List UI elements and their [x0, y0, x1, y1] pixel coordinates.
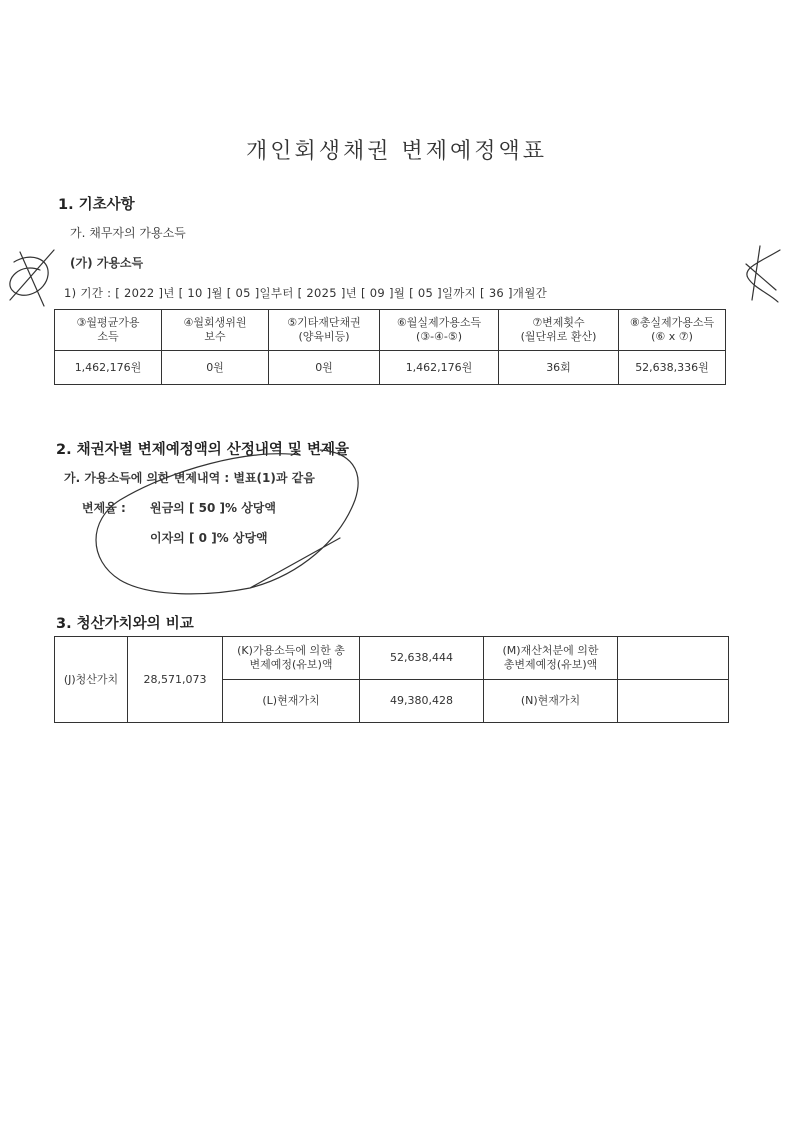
- period-m2: ]월 [: [388, 286, 414, 300]
- section2-sub-ga: 가. 가용소득에 의한 변제내역 : 별표(1)과 같음: [64, 471, 315, 485]
- header-line: ④월회생위원: [183, 316, 247, 329]
- period-start-month: 10: [187, 286, 203, 300]
- section1-sub-ga2: (가) 가용소득: [70, 256, 144, 270]
- period-prefix: 1) 기간 : [: [64, 286, 121, 300]
- income-table: [54, 309, 726, 385]
- section1-heading: 1. 기초사항: [58, 197, 135, 213]
- left-margin-scribble: [10, 250, 54, 306]
- header-cell: [269, 310, 380, 351]
- period-suffix: ]개월간: [508, 286, 548, 300]
- m-label-line: 총변제예정(유보)액: [503, 658, 598, 671]
- interest-rate-line: [150, 529, 268, 546]
- principal-prefix: 원금의 [: [150, 501, 195, 515]
- header-line: ⑤기타재단채권: [287, 316, 361, 329]
- period-d1: ]일부터 [: [254, 286, 303, 300]
- header-line: (③-④-⑤): [415, 330, 463, 343]
- header-cell: [55, 310, 162, 351]
- value-cell: 52,638,336원: [619, 351, 726, 385]
- header-line: ⑧총실제가용소득: [629, 316, 715, 329]
- principal-rate-line: [150, 499, 276, 516]
- period-months: 36: [488, 286, 505, 300]
- value-cell: 1,462,176원: [55, 351, 162, 385]
- value-cell: 36회: [499, 351, 619, 385]
- value-cell: 0원: [162, 351, 269, 385]
- section2-heading: 2. 채권자별 변제예정액의 산정내역 및 변제율: [56, 442, 349, 458]
- l-value-cell: 49,380,428: [360, 680, 484, 723]
- m-value-cell: [618, 637, 729, 680]
- liquidation-table-row: [55, 637, 729, 680]
- rate-label: 변제율 :: [82, 501, 126, 515]
- n-value-cell: [618, 680, 729, 723]
- interest-prefix: 이자의 [: [150, 531, 195, 545]
- liquidation-table: [54, 636, 729, 723]
- liquidation-label-cell: (J)청산가치: [55, 637, 128, 723]
- header-line: (⑥ x ⑦): [651, 330, 693, 343]
- header-cell: [162, 310, 269, 351]
- principal-suffix: ]% 상당액: [219, 501, 276, 515]
- period-start-day: 05: [235, 286, 251, 300]
- m-label-cell: [484, 637, 618, 680]
- interest-value: 0: [198, 531, 207, 545]
- m-label-line: (M)재산처분에 의한: [502, 644, 599, 657]
- header-line: 소득: [97, 330, 119, 343]
- header-line: ⑦변제횟수: [532, 316, 585, 329]
- period-y1: ]년 [: [158, 286, 184, 300]
- header-cell: [380, 310, 499, 351]
- k-value-cell: 52,638,444: [360, 637, 484, 680]
- period-end-year: 2025: [306, 286, 337, 300]
- header-line: ⑥월실제가용소득: [396, 316, 482, 329]
- header-cell: [499, 310, 619, 351]
- period-end-month: 09: [369, 286, 385, 300]
- section1-sub-ga: 가. 채무자의 가용소득: [70, 226, 186, 240]
- k-label-cell: [223, 637, 360, 680]
- interest-suffix: ]% 상당액: [211, 531, 268, 545]
- section3-heading: 3. 청산가치와의 비교: [56, 616, 194, 632]
- header-line: 보수: [204, 330, 226, 343]
- l-label-cell: (L)현재가치: [223, 680, 360, 723]
- n-label-cell: (N)현재가치: [484, 680, 618, 723]
- income-table-value-row: [55, 351, 726, 385]
- period-y2: ]년 [: [340, 286, 366, 300]
- period-end-day: 05: [417, 286, 434, 300]
- period-m1: ]월 [: [206, 286, 232, 300]
- value-cell: 0원: [269, 351, 380, 385]
- header-line: (월단위로 환산): [520, 330, 597, 343]
- value-cell: 1,462,176원: [380, 351, 499, 385]
- header-line: (양육비등): [298, 330, 350, 343]
- liquidation-value-cell: 28,571,073: [128, 637, 223, 723]
- k-label-line: 변제예정(유보)액: [249, 658, 333, 671]
- period-d2: ]일까지 [: [437, 286, 485, 300]
- document-title: 개인회생채권 변제예정액표: [245, 139, 548, 164]
- principal-value: 50: [198, 501, 216, 515]
- k-label-line: (K)가용소득에 의한 총: [237, 644, 345, 657]
- period-line: [64, 285, 547, 301]
- header-cell: [619, 310, 726, 351]
- right-margin-scribble: [746, 246, 780, 302]
- income-table-header-row: [55, 310, 726, 351]
- period-start-year: 2022: [124, 286, 155, 300]
- header-line: ③월평균가용: [76, 316, 140, 329]
